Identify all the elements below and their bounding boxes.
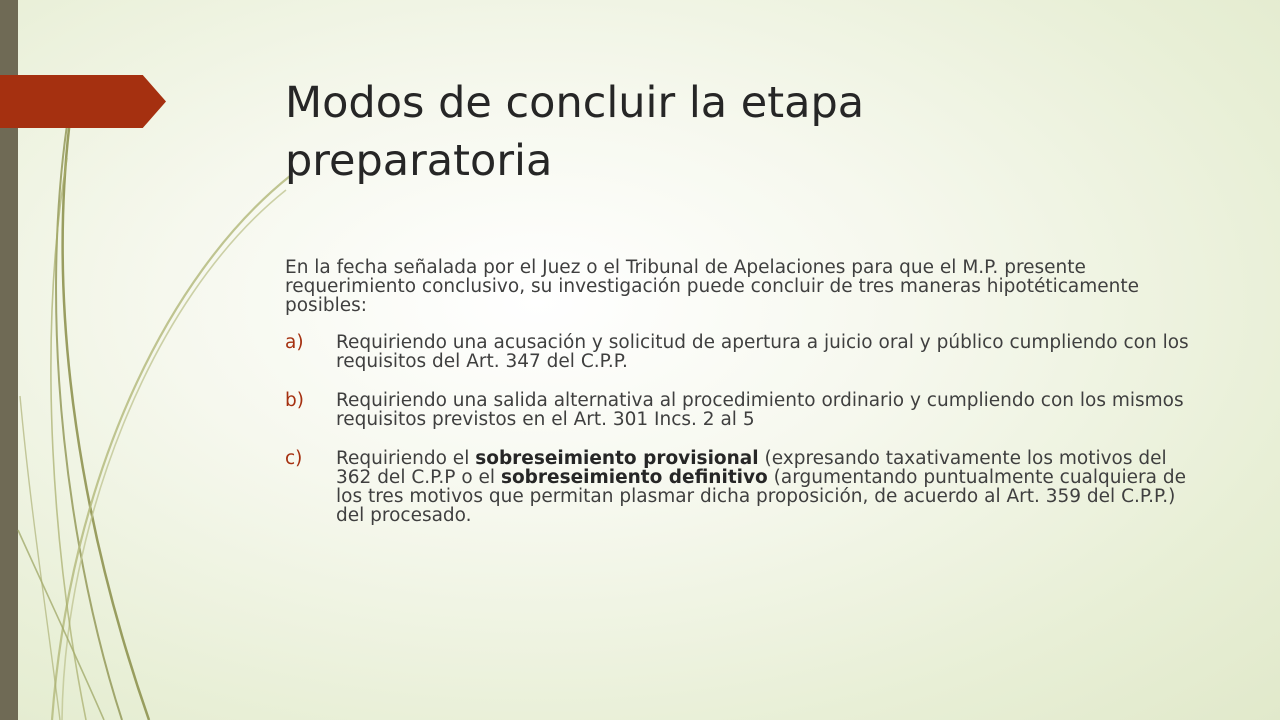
list-item-emphasis: sobreseimiento definitivo [500,467,768,488]
list-item-marker: b) [285,390,304,411]
list-item [285,333,1190,371]
list-item-marker: a) [285,332,304,353]
list-item-text: Requiriendo una salida alternativa al procedimiento ordinario y cumpliendo con los mismos requisitos previstos en el Art. 301 Incs. 2 al 5 [336,390,1184,430]
intro-paragraph: En la fecha señalada por el Juez o el Tribunal de Apelaciones para que el M.P. presente requerimiento conclusivo, su investigación puede concluir de tres maneras hipotéticamente posibles: [285,257,1139,316]
list-item [285,391,1190,429]
decorative-stroke-6 [20,396,60,720]
slide-title: Modos de concluir la etapa preparatoria [285,78,865,186]
decorative-stroke-4 [62,190,286,720]
decorative-stroke-2 [56,125,122,720]
list-item-marker: c) [285,448,303,469]
title-accent-arrow [0,75,166,128]
list-item-text: Requiriendo una acusación y solicitud de apertura a juicio oral y público cumpliendo con los requisitos del Art. 347 del C.P.P. [336,332,1189,372]
decorative-stroke-1 [63,112,149,720]
list-item-text-part: (argumentando puntualmente cualquiera de los tres motivos que permitan plasmar dicha proposición, de acuerdo al Art. 359 del C.P.P.) del procesado. [336,467,1186,526]
list-item [285,449,1190,525]
decorative-stroke-3 [52,176,290,720]
list-item-text-part: Requiriendo el [336,448,476,469]
list-item-text-part: (expresando taxativamente los motivos del 362 del C.P.P o el [336,448,1167,488]
slide-body [285,258,1190,545]
conclusion-options-list [285,333,1190,525]
list-item-emphasis: sobreseimiento provisional [475,448,759,469]
